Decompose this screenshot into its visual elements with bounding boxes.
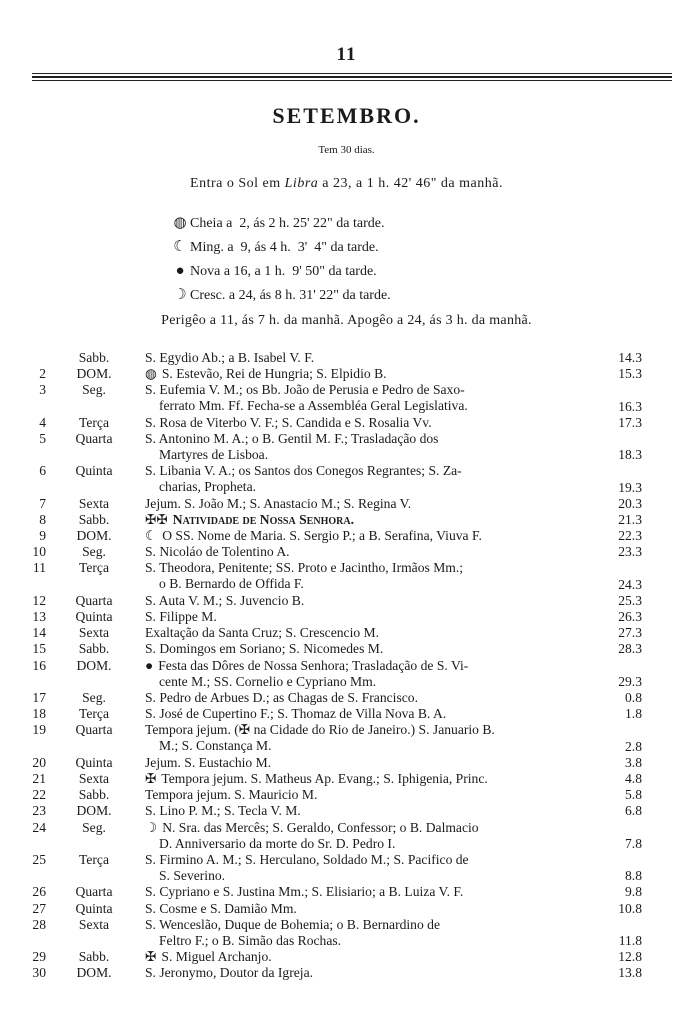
saints-line <box>145 512 575 528</box>
saints-text <box>145 625 575 641</box>
day-number: 9 <box>39 528 46 544</box>
moon-age-value: 29.3 <box>618 673 642 689</box>
calendar-entry <box>0 852 693 884</box>
weekday: Quinta <box>75 754 113 770</box>
saints-text <box>145 706 575 722</box>
saints-line <box>145 528 575 544</box>
saints-line-text: S. Eufemia V. M.; os Bb. João de Perusia e Pedro de Saxo- <box>145 382 465 398</box>
saints-text <box>145 382 575 414</box>
saints-line <box>145 852 575 868</box>
saints-line-text: S. Antonino M. A.; o B. Gentil M. F.; Trasladação dos <box>145 430 439 446</box>
saints-line-text: S. Auta V. M.; S. Juvencio B. <box>145 592 305 608</box>
saints-line-text: S. Cypriano e S. Justina Mm.; S. Elisiario; a B. Luiza V. F. <box>145 884 464 900</box>
new-moon-icon: ● <box>175 263 185 279</box>
weekday: Quinta <box>75 463 113 479</box>
saints-text <box>145 722 575 754</box>
weekday: DOM. <box>76 965 112 981</box>
saints-line-continued: Martyres de Lisboa. <box>159 446 269 462</box>
saints-text <box>145 641 575 657</box>
saints-text <box>145 884 575 900</box>
saints-line <box>145 560 575 576</box>
day-number: 5 <box>39 430 46 446</box>
day-number: 3 <box>39 382 46 398</box>
calendar-entry <box>0 755 693 771</box>
full-moon-icon: ◍ <box>173 215 187 231</box>
day-number: 14 <box>32 625 46 641</box>
saints-text <box>145 658 575 690</box>
saints-line <box>145 350 575 366</box>
saints-line-text: S. Domingos em Soriano; S. Nicomedes M. <box>145 641 384 657</box>
day-number: 29 <box>32 949 46 965</box>
calendar-entry <box>0 901 693 917</box>
saints-line-text: Natividade de Nossa Senhora. <box>172 511 354 527</box>
day-number: 6 <box>39 463 46 479</box>
saints-line-continued: Feltro F.; o B. Simão das Rochas. <box>159 932 342 948</box>
saints-line-text: Tempora jejum. S. Mauricio M. <box>145 787 318 803</box>
moon-age-value: 27.3 <box>618 625 642 641</box>
day-number: 13 <box>32 609 46 625</box>
day-number: 26 <box>32 884 46 900</box>
weekday: DOM. <box>76 803 112 819</box>
weekday: Sabb. <box>78 350 110 365</box>
saints-text <box>145 901 575 917</box>
saints-line <box>145 771 575 787</box>
moon-age-value: 8.8 <box>625 868 642 884</box>
moon-age-value: 26.3 <box>618 609 642 625</box>
saints-line <box>145 901 575 917</box>
moon-age-value: 5.8 <box>625 787 642 803</box>
moon-age-value: 6.8 <box>625 803 642 819</box>
header-rule <box>32 76 672 78</box>
moon-age-value: 10.8 <box>618 900 642 916</box>
calendar-entry <box>0 658 693 690</box>
feast-mark-icon: ● <box>145 657 154 673</box>
saints-line-text: Tempora jejum. (✠ na Cidade do Rio de Janeiro.) S. Januario B. <box>145 722 495 738</box>
weekday: Terça <box>79 706 109 722</box>
calendar-entry <box>0 463 693 495</box>
calendar-entry <box>0 593 693 609</box>
saints-text <box>145 609 575 625</box>
calendar-entry <box>0 496 693 512</box>
calendar-entry <box>0 415 693 431</box>
saints-line <box>145 658 575 674</box>
moon-age-value: 1.8 <box>625 706 642 722</box>
day-number: 12 <box>32 592 46 608</box>
weekday: Sexta <box>78 770 110 786</box>
feast-mark-icon: ☾ <box>145 528 158 544</box>
moon-phase-text: Cresc. a 24, ás 8 h. 31' 22" da tarde. <box>190 288 391 303</box>
moon-age-value: 4.8 <box>625 770 642 786</box>
perigee-apogee: Perigêo a 11, ás 7 h. da manhã. Apogêo a 24, ás 3 h. da manhã. <box>161 313 532 328</box>
day-number: 28 <box>32 916 46 932</box>
moon-phase-row <box>170 235 391 259</box>
calendar-entry <box>0 512 693 528</box>
day-number: 2 <box>39 366 46 382</box>
moon-age-value: 2.8 <box>625 738 642 754</box>
day-number: 15 <box>32 641 46 657</box>
day-number: 25 <box>32 851 46 867</box>
weekday: Terça <box>79 560 109 576</box>
feast-mark-icon: ◍ <box>145 366 157 382</box>
weekday: Terça <box>79 851 109 867</box>
saints-line-continued: M.; S. Constança M. <box>159 738 272 754</box>
weekday: Sexta <box>78 916 110 932</box>
saints-text <box>145 771 575 787</box>
moon-age-value: 23.3 <box>618 544 642 560</box>
saints-text <box>145 755 575 771</box>
moon-phase-row <box>170 283 391 307</box>
month-title: SETEMBRO. <box>272 103 421 128</box>
saints-text <box>145 852 575 884</box>
sun-entry <box>0 176 693 192</box>
moon-age-value: 18.3 <box>618 447 642 463</box>
saints-line-text: S. Rosa de Viterbo V. F.; S. Candida e S. Rosalia Vv. <box>145 414 432 430</box>
day-number: 21 <box>32 770 46 786</box>
moon-age-value: 12.8 <box>618 949 642 965</box>
day-number: 11 <box>32 560 46 576</box>
weekday: Sexta <box>78 625 110 641</box>
saints-line <box>145 641 575 657</box>
moon-age-value: 19.3 <box>618 479 642 495</box>
moon-age-value: 20.3 <box>618 495 642 511</box>
day-number: 18 <box>32 706 46 722</box>
moon-age-value: 3.8 <box>625 754 642 770</box>
moon-age-value: 22.3 <box>618 528 642 544</box>
moon-age-value: 13.8 <box>618 965 642 981</box>
saints-line-text: Tempora jejum. S. Matheus Ap. Evang.; S. Iphigenia, Princ. <box>161 770 488 786</box>
saints-line-text: S. Firmino A. M.; S. Herculano, Soldado M.; S. Pacifico de <box>145 851 469 867</box>
saints-line <box>145 706 575 722</box>
saints-line <box>145 463 575 479</box>
calendar-entry <box>0 820 693 852</box>
saints-line-continued: o B. Bernardo de Offida F. <box>159 576 304 592</box>
weekday: DOM. <box>76 528 112 544</box>
saints-text <box>145 512 575 528</box>
calendar-entry <box>0 722 693 754</box>
calendar-entry <box>0 787 693 803</box>
saints-line <box>145 965 575 981</box>
calendar-entry <box>0 382 693 414</box>
moon-age-value: 16.3 <box>618 398 642 414</box>
feast-mark-icon: ✠✠ <box>145 511 168 527</box>
sun-sign: Libra <box>284 176 319 191</box>
moon-age-value: 14.3 <box>618 350 642 365</box>
saints-line-text: Festa das Dôres de Nossa Senhora; Trasladação de S. Vi- <box>158 657 469 673</box>
feast-mark-icon: ✠ <box>145 949 157 965</box>
saints-text <box>145 350 575 366</box>
saints-text <box>145 820 575 852</box>
day-number: 22 <box>32 787 46 803</box>
saints-text <box>145 528 575 544</box>
calendar-entry <box>0 690 693 706</box>
calendar-entry <box>0 917 693 949</box>
weekday: Sabb. <box>78 787 110 803</box>
page-number: 11 <box>336 44 357 65</box>
saints-line-text: S. Jeronymo, Doutor da Igreja. <box>145 965 313 981</box>
moon-phase-text: Nova a 16, a 1 h. 9' 50" da tarde. <box>190 264 377 279</box>
calendar-entry <box>0 706 693 722</box>
saints-line <box>145 803 575 819</box>
day-number: 10 <box>32 544 46 560</box>
calendar-entry <box>0 803 693 819</box>
saints-line-text: S. Lino P. M.; S. Tecla V. M. <box>145 803 301 819</box>
saints-line-text: S. Theodora, Penitente; SS. Proto e Jacintho, Irmãos Mm.; <box>145 560 464 576</box>
saints-line <box>145 690 575 706</box>
day-number: 7 <box>39 495 46 511</box>
saints-line <box>145 755 575 771</box>
saints-line-text: S. Estevão, Rei de Hungria; S. Elpidio B. <box>161 366 387 382</box>
calendar-list <box>0 350 693 981</box>
saints-line <box>145 787 575 803</box>
saints-text <box>145 803 575 819</box>
weekday: Quarta <box>75 592 113 608</box>
saints-line <box>145 544 575 560</box>
saints-line-continued: D. Anniversario da morte do Sr. D. Pedro I. <box>159 835 396 851</box>
saints-line-continued: charias, Propheta. <box>159 479 257 495</box>
saints-text <box>145 463 575 495</box>
calendar-entry <box>0 431 693 463</box>
weekday: Sabb. <box>78 641 110 657</box>
calendar-entry <box>0 544 693 560</box>
saints-text <box>145 787 575 803</box>
waning-moon-icon: ☾ <box>173 239 187 255</box>
moon-age-value: 15.3 <box>618 366 642 382</box>
calendar-entry <box>0 771 693 787</box>
weekday: Quarta <box>75 430 113 446</box>
moon-age-value: 9.8 <box>625 884 642 900</box>
weekday: Sexta <box>78 495 110 511</box>
saints-text <box>145 949 575 965</box>
saints-line-text: S. Filippe M. <box>145 609 217 625</box>
saints-text <box>145 544 575 560</box>
saints-text <box>145 917 575 949</box>
saints-line <box>145 949 575 965</box>
calendar-entry <box>0 641 693 657</box>
moon-phase-row <box>170 211 391 235</box>
saints-line-text: S. Pedro de Arbues D.; as Chagas de S. Francisco. <box>145 690 418 706</box>
calendar-entry <box>0 350 693 366</box>
calendar-entry <box>0 884 693 900</box>
saints-line <box>145 820 575 836</box>
weekday: Quarta <box>75 722 113 738</box>
saints-text <box>145 690 575 706</box>
day-number: 4 <box>39 414 46 430</box>
day-number: 19 <box>32 722 46 738</box>
saints-text <box>145 593 575 609</box>
moon-age-value: 25.3 <box>618 592 642 608</box>
day-number: 8 <box>39 511 46 527</box>
saints-line-text: S. Cosme e S. Damião Mm. <box>145 900 297 916</box>
calendar-entry <box>0 625 693 641</box>
saints-line <box>145 382 575 398</box>
day-number: 30 <box>32 965 46 981</box>
saints-line <box>145 431 575 447</box>
moon-phases <box>170 211 391 307</box>
weekday: Terça <box>79 414 109 430</box>
feast-mark-icon: ✠ <box>145 770 157 786</box>
saints-text <box>145 965 575 981</box>
saints-line <box>145 625 575 641</box>
weekday: Seg. <box>82 690 106 706</box>
saints-line <box>145 917 575 933</box>
saints-line-text: S. José de Cupertino F.; S. Thomaz de Villa Nova B. A. <box>145 706 447 722</box>
saints-line-text: S. Egydio Ab.; a B. Isabel V. F. <box>145 350 315 365</box>
day-number: 24 <box>32 819 46 835</box>
day-number: 23 <box>32 803 46 819</box>
moon-age-value: 24.3 <box>618 576 642 592</box>
saints-line-text: S. Nicoláo de Tolentino A. <box>145 544 290 560</box>
saints-line-text: Jejum. S. Eustachio M. <box>145 754 272 770</box>
weekday: Sabb. <box>78 511 110 527</box>
saints-line-text: Exaltação da Santa Cruz; S. Crescencio M. <box>145 625 380 641</box>
saints-text <box>145 431 575 463</box>
sun-suffix: a 23, a 1 h. 42' 46" da manhã. <box>318 176 503 191</box>
weekday: DOM. <box>76 657 112 673</box>
days-note: Tem 30 dias. <box>318 144 375 156</box>
header-rule <box>32 80 672 81</box>
weekday: Quinta <box>75 609 113 625</box>
calendar-entry <box>0 560 693 592</box>
saints-line <box>145 496 575 512</box>
saints-line <box>145 415 575 431</box>
moon-age-value: 0.8 <box>625 690 642 706</box>
moon-phase-text: Cheia a 2, ás 2 h. 25' 22" da tarde. <box>190 216 385 231</box>
saints-line-continued: ferrato Mm. Ff. Fecha-se a Assembléa Geral Legislativa. <box>159 398 468 414</box>
saints-line-text: S. Miguel Archanjo. <box>161 949 272 965</box>
saints-line-text: S. Wenceslão, Duque de Bohemia; o B. Bernardino de <box>145 916 441 932</box>
calendar-entry <box>0 609 693 625</box>
weekday: Sabb. <box>78 949 110 965</box>
moon-age-value: 11.8 <box>618 932 642 948</box>
calendar-entry <box>0 366 693 382</box>
saints-line <box>145 593 575 609</box>
saints-line-continued: S. Severino. <box>159 867 226 883</box>
saints-text <box>145 366 575 382</box>
saints-line-continued: cente M.; SS. Cornelio e Cypriano Mm. <box>159 673 377 689</box>
weekday: Seg. <box>82 544 106 560</box>
saints-line-text: S. Libania V. A.; os Santos dos Conegos Regrantes; S. Za- <box>145 463 462 479</box>
waxing-moon-icon: ☽ <box>173 287 187 303</box>
sun-prefix: Entra o Sol em <box>190 176 285 191</box>
weekday: Quinta <box>75 900 113 916</box>
day-number: 16 <box>32 657 46 673</box>
moon-age-value: 17.3 <box>618 414 642 430</box>
weekday: Seg. <box>82 382 106 398</box>
feast-mark-icon: ☽ <box>145 819 158 835</box>
moon-age-value: 7.8 <box>625 835 642 851</box>
header-rule <box>32 73 672 74</box>
saints-line <box>145 722 575 738</box>
saints-text <box>145 496 575 512</box>
weekday: DOM. <box>76 366 112 382</box>
calendar-entry <box>0 528 693 544</box>
moon-phase-row <box>170 259 391 283</box>
day-number: 20 <box>32 754 46 770</box>
moon-age-value: 21.3 <box>618 511 642 527</box>
day-number: 27 <box>32 900 46 916</box>
moon-phase-text: Ming. a 9, ás 4 h. 3' 4" da tarde. <box>190 240 379 255</box>
saints-line-text: Jejum. S. João M.; S. Anastacio M.; S. Regina V. <box>145 495 412 511</box>
saints-line <box>145 366 575 382</box>
weekday: Seg. <box>82 819 106 835</box>
moon-age-value: 28.3 <box>618 641 642 657</box>
saints-line-text: N. Sra. das Mercês; S. Geraldo, Confessor; o B. Dalmacio <box>162 819 479 835</box>
saints-line <box>145 609 575 625</box>
calendar-entry <box>0 949 693 965</box>
saints-line <box>145 884 575 900</box>
saints-text <box>145 415 575 431</box>
saints-text <box>145 560 575 592</box>
day-number: 17 <box>32 690 46 706</box>
saints-line-text: O SS. Nome de Maria. S. Sergio P.; a B. Serafina, Viuva F. <box>162 528 482 544</box>
weekday: Quarta <box>75 884 113 900</box>
calendar-entry <box>0 965 693 981</box>
